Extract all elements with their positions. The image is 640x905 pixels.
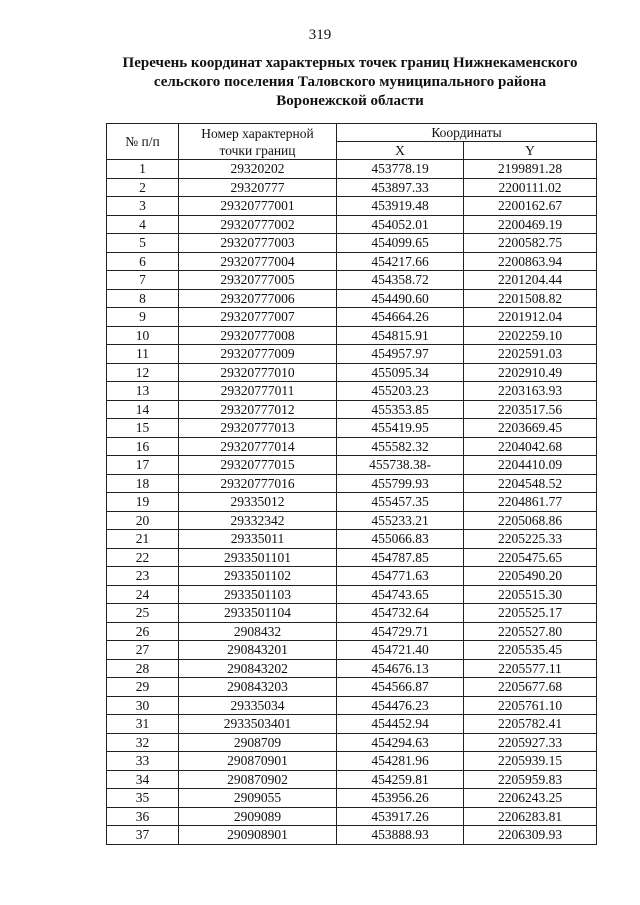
- cell-row-number: 25: [107, 604, 179, 623]
- cell-row-number: 11: [107, 345, 179, 364]
- cell-x: 455066.83: [337, 530, 464, 549]
- table-row: [107, 326, 597, 345]
- cell-row-number: 19: [107, 493, 179, 512]
- cell-x: 454099.65: [337, 234, 464, 253]
- cell-y: 2203163.93: [464, 382, 597, 401]
- cell-x: 454294.63: [337, 733, 464, 752]
- cell-row-number: 7: [107, 271, 179, 290]
- cell-point-number: 290843203: [179, 678, 337, 697]
- cell-x: 454743.65: [337, 585, 464, 604]
- cell-y: 2200469.19: [464, 215, 597, 234]
- cell-x: 455457.35: [337, 493, 464, 512]
- cell-row-number: 10: [107, 326, 179, 345]
- cell-point-number: 29320777006: [179, 289, 337, 308]
- table-row: [107, 271, 597, 290]
- cell-y: 2202910.49: [464, 363, 597, 382]
- table-row: [107, 252, 597, 271]
- table-row: [107, 678, 597, 697]
- title-line-2: сельского поселения Таловского муниципального района: [153, 74, 547, 90]
- cell-x: 453778.19: [337, 160, 464, 179]
- cell-row-number: 6: [107, 252, 179, 271]
- page-number: 319: [308, 27, 332, 43]
- cell-y: 2200162.67: [464, 197, 597, 216]
- cell-point-number: 29320777010: [179, 363, 337, 382]
- table-row: [107, 178, 597, 197]
- header-point-line-2: точки границ: [219, 142, 296, 158]
- cell-y: 2205761.10: [464, 696, 597, 715]
- cell-x: 455233.21: [337, 511, 464, 530]
- cell-row-number: 24: [107, 585, 179, 604]
- cell-y: 2204861.77: [464, 493, 597, 512]
- cell-row-number: 33: [107, 752, 179, 771]
- cell-row-number: 8: [107, 289, 179, 308]
- table-row: [107, 826, 597, 845]
- cell-x: 455799.93: [337, 474, 464, 493]
- cell-row-number: 16: [107, 437, 179, 456]
- cell-y: 2205939.15: [464, 752, 597, 771]
- table-row: [107, 400, 597, 419]
- cell-y: 2205927.33: [464, 733, 597, 752]
- cell-y: 2206243.25: [464, 789, 597, 808]
- cell-y: 2206283.81: [464, 807, 597, 826]
- cell-row-number: 37: [107, 826, 179, 845]
- cell-point-number: 29320777003: [179, 234, 337, 253]
- table-row: [107, 585, 597, 604]
- cell-row-number: 3: [107, 197, 179, 216]
- cell-row-number: 31: [107, 715, 179, 734]
- header-row-number: № п/п: [107, 124, 179, 160]
- cell-row-number: 4: [107, 215, 179, 234]
- table-row: [107, 789, 597, 808]
- cell-row-number: 13: [107, 382, 179, 401]
- cell-y: 2200863.94: [464, 252, 597, 271]
- cell-point-number: 2909089: [179, 807, 337, 826]
- header-point-line-1: Номер характерной: [201, 125, 314, 141]
- cell-y: 2201508.82: [464, 289, 597, 308]
- table-row: [107, 530, 597, 549]
- cell-row-number: 36: [107, 807, 179, 826]
- cell-x: 454358.72: [337, 271, 464, 290]
- header-x: X: [337, 142, 464, 160]
- table-row: [107, 548, 597, 567]
- cell-point-number: 29335034: [179, 696, 337, 715]
- cell-row-number: 35: [107, 789, 179, 808]
- cell-x: 454452.94: [337, 715, 464, 734]
- cell-row-number: 5: [107, 234, 179, 253]
- cell-x: 454566.87: [337, 678, 464, 697]
- table-row: [107, 641, 597, 660]
- cell-row-number: 21: [107, 530, 179, 549]
- cell-y: 2205677.68: [464, 678, 597, 697]
- table-row: [107, 382, 597, 401]
- cell-y: 2205782.41: [464, 715, 597, 734]
- cell-y: 2200582.75: [464, 234, 597, 253]
- cell-y: 2205577.11: [464, 659, 597, 678]
- table-row: [107, 752, 597, 771]
- cell-y: 2203517.56: [464, 400, 597, 419]
- cell-point-number: 29320777002: [179, 215, 337, 234]
- cell-row-number: 1: [107, 160, 179, 179]
- cell-x: 453956.26: [337, 789, 464, 808]
- cell-y: 2205959.83: [464, 770, 597, 789]
- document-title: [100, 54, 600, 111]
- cell-row-number: 30: [107, 696, 179, 715]
- cell-y: 2206309.93: [464, 826, 597, 845]
- header-coordinates: Координаты: [337, 124, 597, 142]
- cell-x: 454217.66: [337, 252, 464, 271]
- cell-point-number: 29320777013: [179, 419, 337, 438]
- cell-row-number: 15: [107, 419, 179, 438]
- table-row: [107, 622, 597, 641]
- cell-row-number: 12: [107, 363, 179, 382]
- cell-row-number: 18: [107, 474, 179, 493]
- cell-point-number: 290870901: [179, 752, 337, 771]
- cell-point-number: 29335012: [179, 493, 337, 512]
- cell-point-number: 29320202: [179, 160, 337, 179]
- cell-y: 2199891.28: [464, 160, 597, 179]
- table-row: [107, 604, 597, 623]
- table-row: [107, 197, 597, 216]
- cell-y: 2205527.80: [464, 622, 597, 641]
- cell-x: 453897.33: [337, 178, 464, 197]
- cell-point-number: 29320777016: [179, 474, 337, 493]
- cell-point-number: 29320777007: [179, 308, 337, 327]
- cell-x: 454729.71: [337, 622, 464, 641]
- cell-y: 2204548.52: [464, 474, 597, 493]
- table-row: [107, 363, 597, 382]
- cell-x: 454787.85: [337, 548, 464, 567]
- cell-row-number: 34: [107, 770, 179, 789]
- table-row: [107, 474, 597, 493]
- table-row: [107, 215, 597, 234]
- cell-point-number: 29320777015: [179, 456, 337, 475]
- cell-y: 2205515.30: [464, 585, 597, 604]
- table-row: [107, 345, 597, 364]
- cell-point-number: 29335011: [179, 530, 337, 549]
- cell-point-number: 29332342: [179, 511, 337, 530]
- cell-x: 454957.97: [337, 345, 464, 364]
- cell-row-number: 14: [107, 400, 179, 419]
- cell-x: 455582.32: [337, 437, 464, 456]
- cell-point-number: 29320777: [179, 178, 337, 197]
- cell-x: 454771.63: [337, 567, 464, 586]
- header-y: Y: [464, 142, 597, 160]
- cell-row-number: 23: [107, 567, 179, 586]
- cell-row-number: 17: [107, 456, 179, 475]
- cell-x: 453917.26: [337, 807, 464, 826]
- cell-row-number: 20: [107, 511, 179, 530]
- cell-row-number: 9: [107, 308, 179, 327]
- table-row: [107, 437, 597, 456]
- table-row: [107, 567, 597, 586]
- table-body: [107, 160, 597, 845]
- table-row: [107, 807, 597, 826]
- cell-x: 454732.64: [337, 604, 464, 623]
- cell-row-number: 32: [107, 733, 179, 752]
- cell-point-number: 290843202: [179, 659, 337, 678]
- table-row: [107, 289, 597, 308]
- cell-point-number: 2933501103: [179, 585, 337, 604]
- cell-row-number: 22: [107, 548, 179, 567]
- cell-x: 454815.91: [337, 326, 464, 345]
- cell-point-number: 29320777011: [179, 382, 337, 401]
- cell-point-number: 2908709: [179, 733, 337, 752]
- table-header: [107, 124, 597, 160]
- cell-point-number: 29320777009: [179, 345, 337, 364]
- cell-point-number: 29320777012: [179, 400, 337, 419]
- cell-row-number: 27: [107, 641, 179, 660]
- table-row: [107, 511, 597, 530]
- table-row: [107, 419, 597, 438]
- cell-y: 2205475.65: [464, 548, 597, 567]
- cell-x: 455353.85: [337, 400, 464, 419]
- cell-row-number: 28: [107, 659, 179, 678]
- cell-point-number: 29320777001: [179, 197, 337, 216]
- cell-x: 454664.26: [337, 308, 464, 327]
- cell-point-number: 29320777004: [179, 252, 337, 271]
- table-row: [107, 770, 597, 789]
- cell-y: 2203669.45: [464, 419, 597, 438]
- cell-point-number: 2908432: [179, 622, 337, 641]
- cell-point-number: 2933501102: [179, 567, 337, 586]
- cell-y: 2205068.86: [464, 511, 597, 530]
- cell-y: 2204410.09: [464, 456, 597, 475]
- cell-y: 2205490.20: [464, 567, 597, 586]
- cell-y: 2204042.68: [464, 437, 597, 456]
- table-row: [107, 733, 597, 752]
- cell-point-number: 2909055: [179, 789, 337, 808]
- cell-x: 454476.23: [337, 696, 464, 715]
- cell-point-number: 29320777005: [179, 271, 337, 290]
- cell-y: 2205535.45: [464, 641, 597, 660]
- cell-point-number: 2933501104: [179, 604, 337, 623]
- cell-y: 2205225.33: [464, 530, 597, 549]
- table-row: [107, 160, 597, 179]
- cell-y: 2202259.10: [464, 326, 597, 345]
- title-line-1: Перечень координат характерных точек границ Нижнекаменского: [122, 55, 578, 71]
- cell-x: 455419.95: [337, 419, 464, 438]
- table-row: [107, 659, 597, 678]
- cell-point-number: 2933501101: [179, 548, 337, 567]
- cell-x: 453919.48: [337, 197, 464, 216]
- table-row: [107, 456, 597, 475]
- cell-x: 454721.40: [337, 641, 464, 660]
- cell-point-number: 29320777014: [179, 437, 337, 456]
- cell-row-number: 2: [107, 178, 179, 197]
- cell-x: 455738.38-: [337, 456, 464, 475]
- cell-x: 454281.96: [337, 752, 464, 771]
- cell-y: 2200111.02: [464, 178, 597, 197]
- cell-x: 455095.34: [337, 363, 464, 382]
- table-row: [107, 493, 597, 512]
- cell-y: 2205525.17: [464, 604, 597, 623]
- cell-x: 454490.60: [337, 289, 464, 308]
- cell-point-number: 2933503401: [179, 715, 337, 734]
- cell-point-number: 290870902: [179, 770, 337, 789]
- coordinates-table: [106, 123, 597, 845]
- cell-x: 454052.01: [337, 215, 464, 234]
- header-point-number: [179, 124, 337, 160]
- cell-point-number: 29320777008: [179, 326, 337, 345]
- table-row: [107, 308, 597, 327]
- cell-x: 455203.23: [337, 382, 464, 401]
- cell-x: 454259.81: [337, 770, 464, 789]
- table-row: [107, 234, 597, 253]
- title-line-3: Воронежской области: [276, 93, 424, 109]
- cell-y: 2202591.03: [464, 345, 597, 364]
- cell-point-number: 290843201: [179, 641, 337, 660]
- cell-y: 2201204.44: [464, 271, 597, 290]
- cell-point-number: 290908901: [179, 826, 337, 845]
- table-row: [107, 696, 597, 715]
- cell-row-number: 26: [107, 622, 179, 641]
- cell-x: 454676.13: [337, 659, 464, 678]
- table-row: [107, 715, 597, 734]
- cell-y: 2201912.04: [464, 308, 597, 327]
- cell-x: 453888.93: [337, 826, 464, 845]
- cell-row-number: 29: [107, 678, 179, 697]
